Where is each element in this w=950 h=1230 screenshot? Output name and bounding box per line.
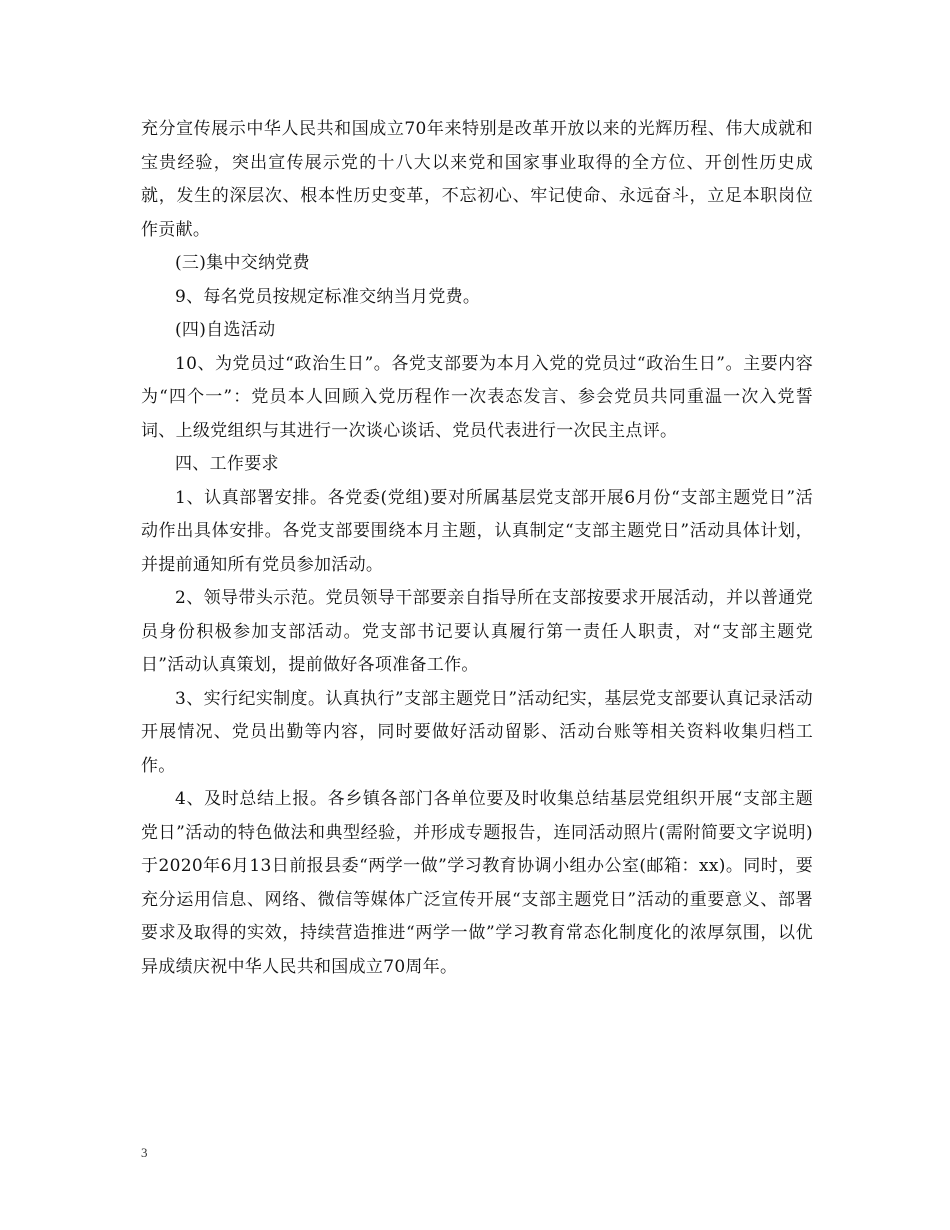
paragraph-requirement-4: 4、及时总结上报。各乡镇各部门各单位要及时收集总结基层党组织开展“支部主题党日”活动的特色做法和典型经验，并形成专题报告，连同活动照片(需附简要文字说明)于2020年6月13日前报县委“两学一做”学习教育协调小组办公室(邮箱：xx)。同时，要充分运用信息、网络、微信等媒体广泛宣传开展“支部主题党日”活动的重要意义、部署要求及取得的实效，持续营造推进“两学一做”学习教育常态化制度化的浓厚氛围，以优异成绩庆祝中华人民共和国成立70周年。 [141, 789, 813, 977]
section-heading-optional-activities: (四)自选活动 [175, 320, 276, 340]
paragraph-item-10: 10、为党员过“政治生日”。各党支部要为本月入党的党员过“政治生日”。主要内容为“四个一”：党员本人回顾入党历程作一次表态发言、参会党员共同重温一次入党誓词、上级党组织与其进行一次谈心谈话、党员代表进行一次民主点评。 [141, 353, 813, 441]
document-body [141, 113, 813, 984]
page-number: 3 [141, 1145, 148, 1160]
paragraph-requirement-2: 2、领导带头示范。党员领导干部要亲自指导所在支部按要求开展活动，并以普通党员身份积极参加支部活动。党支部书记要认真履行第一责任人职责，对“支部主题党日”活动认真策划，提前做好各项准备工作。 [141, 588, 813, 675]
paragraph-requirement-1: 1、认真部署安排。各党委(党组)要对所属基层党支部开展6月份“支部主题党日”活动作出具体安排。各党支部要围绕本月主题，认真制定“支部主题党日”活动具体计划，并提前通知所有党员参加活动。 [141, 487, 813, 575]
section-heading-collective-dues: (三)集中交纳党费 [175, 253, 310, 273]
paragraph-continuation: 充分宣传展示中华人民共和国成立70年来特别是改革开放以来的光辉历程、伟大成就和宝贵经验，突出宣传展示党的十八大以来党和国家事业取得的全方位、开创性历史成就，发生的深层次、根本性历史变革，不忘初心、牢记使命、永远奋斗，立足本职岗位作贡献。 [141, 119, 813, 240]
section-heading-work-requirements: 四、工作要求 [175, 454, 279, 474]
paragraph-item-9: 9、每名党员按规定标准交纳当月党费。 [175, 286, 481, 307]
paragraph-requirement-3: 3、实行纪实制度。认真执行”支部主题党日”活动纪实，基层党支部要认真记录活动开展情况、党员出勤等内容，同时要做好活动留影、活动台账等相关资料收集归档工作。 [141, 688, 813, 776]
